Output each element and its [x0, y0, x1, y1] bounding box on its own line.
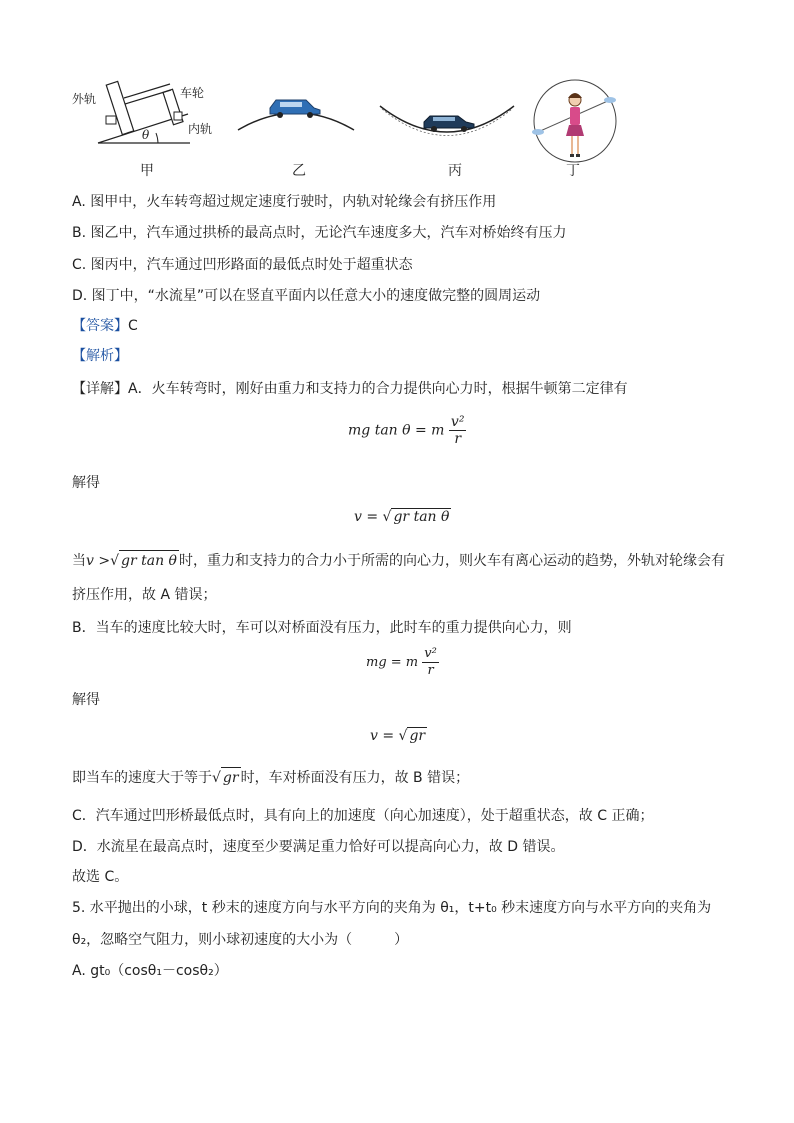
- equation-2: v = √ gr tan θ: [354, 509, 450, 525]
- figure-bing: [378, 96, 516, 144]
- equation-1: [348, 414, 466, 447]
- equation-4-radicand: gr: [409, 728, 426, 744]
- q5-option-a: A. gt₀（cosθ₁－cosθ₂）: [72, 963, 228, 979]
- when-prefix: 当: [72, 553, 86, 569]
- inner-rail-label: 内轨: [188, 122, 213, 136]
- answer-value: C: [128, 318, 138, 334]
- detail-a-intro: 【详解】A．火车转弯时，刚好由重力和支持力的合力提供向心力时，根据牛顿第二定律有: [72, 381, 628, 397]
- answer-label: 【答案】: [72, 318, 128, 334]
- answer-line: [72, 316, 138, 336]
- solve-1: 解得: [72, 475, 100, 491]
- caption-ding: 丁: [566, 163, 580, 179]
- equation-2-left: v =: [354, 509, 379, 525]
- equation-1-fraction: [449, 414, 467, 447]
- caption-yi: 乙: [292, 163, 306, 179]
- outer-rail-label: 外轨: [72, 92, 97, 106]
- when-condition-left: v >: [86, 553, 111, 569]
- when-condition-radicand: gr tan θ: [119, 550, 179, 571]
- detail-b-when: 即当车的速度大于等于√ gr 时，车对桥面没有压力，故 B 错误；: [72, 767, 469, 788]
- detail-b-intro: B．当车的速度比较大时，车可以对桥面没有压力，此时车的重力提供向心力，则: [72, 620, 572, 636]
- wheel-label: 车轮: [180, 86, 205, 100]
- option-a: A. 图甲中，火车转弯超过规定速度行驶时，内轨对轮缘会有挤压作用: [72, 194, 497, 210]
- q5-line-2: θ₂，忽略空气阻力，则小球初速度的大小为（ ）: [72, 932, 409, 948]
- equation-4-left: v =: [370, 728, 395, 744]
- caption-jia: 甲: [140, 163, 154, 179]
- when-text: 时，重力和支持力的合力小于所需的向心力，则火车有离心运动的趋势，外轨对轮缘会有: [179, 553, 725, 569]
- q5-line-1: 5. 水平抛出的小球，t 秒末的速度方向与水平方向的夹角为 θ₁，t+t₀ 秒末速度方向与水平方向的夹角为: [72, 900, 712, 916]
- equation-1-left: mg tan θ = m: [348, 422, 445, 439]
- detail-a-conclusion: 挤压作用，故 A 错误；: [72, 587, 217, 603]
- angle-label: θ: [142, 128, 150, 142]
- figure-yi: [236, 88, 356, 138]
- detail-a-when: 当v >√ gr tan θ 时，重力和支持力的合力小于所需的向心力，则火车有离心运动的趋势，外轨对轮缘会有: [72, 550, 725, 571]
- b-when-prefix: 即当车的速度大于等于: [72, 770, 212, 786]
- caption-bing: 丙: [448, 163, 462, 179]
- concave-road-car-icon: [378, 96, 516, 144]
- b-when-text: 时，车对桥面没有压力，故 B 错误；: [240, 770, 470, 786]
- equation-3-denominator: r: [427, 663, 434, 678]
- option-d: D. 图丁中，“水流星”可以在竖直平面内以任意大小的速度做完整的圆周运动: [72, 288, 541, 304]
- equation-4: v = √ gr: [370, 728, 426, 744]
- equation-3-fraction: [422, 646, 439, 679]
- equation-1-numerator: v²: [450, 414, 465, 430]
- option-c: C. 图丙中，汽车通过凹形路面的最低点时处于超重状态: [72, 257, 413, 273]
- equation-1-denominator: r: [454, 431, 462, 447]
- water-meteor-person-icon: [530, 76, 620, 166]
- equation-3-numerator: v²: [424, 646, 437, 661]
- option-b: B. 图乙中，汽车通过拱桥的最高点时，无论汽车速度多大，汽车对桥始终有压力: [72, 225, 567, 241]
- detail-choose: 故选 C。: [72, 869, 129, 885]
- figure-jia: [70, 68, 220, 148]
- figure-ding: [530, 76, 620, 166]
- detail-c: C．汽车通过凹形桥最低点时，具有向上的加速度（向心加速度），处于超重状态，故 C 正确；: [72, 808, 654, 824]
- b-when-radicand: gr: [221, 767, 241, 788]
- equation-3-left: mg = m: [366, 655, 419, 670]
- arch-bridge-car-icon: [236, 88, 356, 138]
- solve-2: 解得: [72, 692, 100, 708]
- detail-d: D．水流星在最高点时，速度至少要满足重力恰好可以提高向心力，故 D 错误。: [72, 839, 565, 855]
- equation-3: [366, 646, 439, 679]
- analysis-label: 【解析】: [72, 348, 128, 364]
- equation-2-radicand: gr tan θ: [393, 509, 450, 525]
